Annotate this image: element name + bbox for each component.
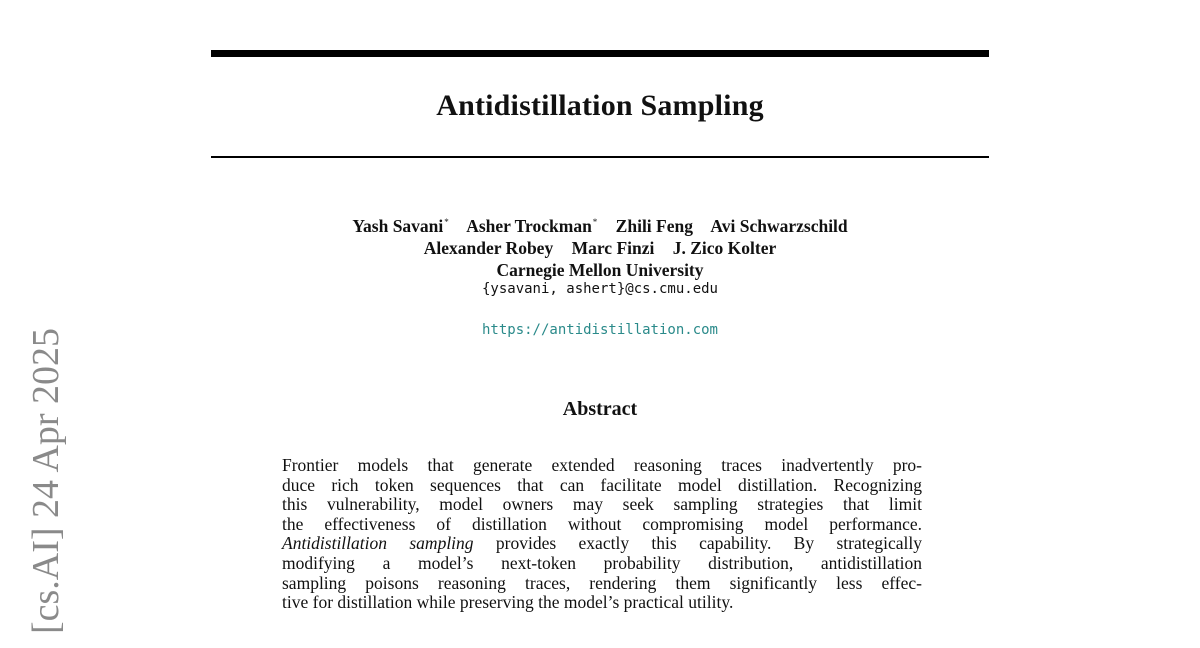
title-top-rule xyxy=(211,50,989,57)
author-name: Zhili Feng xyxy=(615,216,693,236)
title-bottom-rule xyxy=(211,156,989,158)
abstract-line: this vulnerability, model owners may seek sampling strategies that limit xyxy=(282,494,922,515)
arxiv-side-stamp: [cs.AI] 24 Apr 2025 xyxy=(25,327,67,634)
author-name: Marc Finzi xyxy=(571,238,655,258)
method-name: Antidistillation sampling xyxy=(282,533,474,554)
affiliation: Carnegie Mellon University xyxy=(496,260,704,280)
abstract-body xyxy=(282,456,922,613)
author-name: Avi Schwarzschild xyxy=(710,216,848,236)
abstract-line: sampling poisons reasoning traces, rendering them significantly less effec- xyxy=(282,572,922,593)
abstract-line: the effectiveness of distillation without compromising model performance. xyxy=(282,513,922,534)
abstract-line: modifying a model’s next-token probability distribution, antidistillation xyxy=(282,552,922,573)
abstract-line: Frontier models that generate extended reasoning traces inadvertently pro- xyxy=(282,455,922,475)
abstract-line xyxy=(282,534,922,554)
equal-contribution-mark: * xyxy=(444,217,449,227)
abstract-heading: Abstract xyxy=(562,398,638,420)
author-name: Asher Trockman xyxy=(466,216,592,236)
author-block xyxy=(211,211,989,281)
paper-title: Antidistillation Sampling xyxy=(436,89,764,122)
equal-contribution-mark: * xyxy=(592,217,598,227)
author-name: J. Zico Kolter xyxy=(672,238,777,258)
author-name: Alexander Robey xyxy=(423,238,554,258)
abstract-line-rest: provides exactly this capability. By strategically xyxy=(473,533,922,554)
abstract-line: duce rich token sequences that can facilitate model distillation. Recognizing xyxy=(282,474,922,495)
abstract-line: tive for distillation while preserving the model’s practical utility. xyxy=(282,592,734,613)
authors-line-2 xyxy=(211,237,989,259)
author-email: {ysavani, ashert}@cs.cmu.edu xyxy=(481,281,718,297)
project-link[interactable]: https://antidistillation.com xyxy=(481,322,718,338)
authors-line-1 xyxy=(211,211,989,237)
author-name: Yash Savani xyxy=(352,216,444,236)
